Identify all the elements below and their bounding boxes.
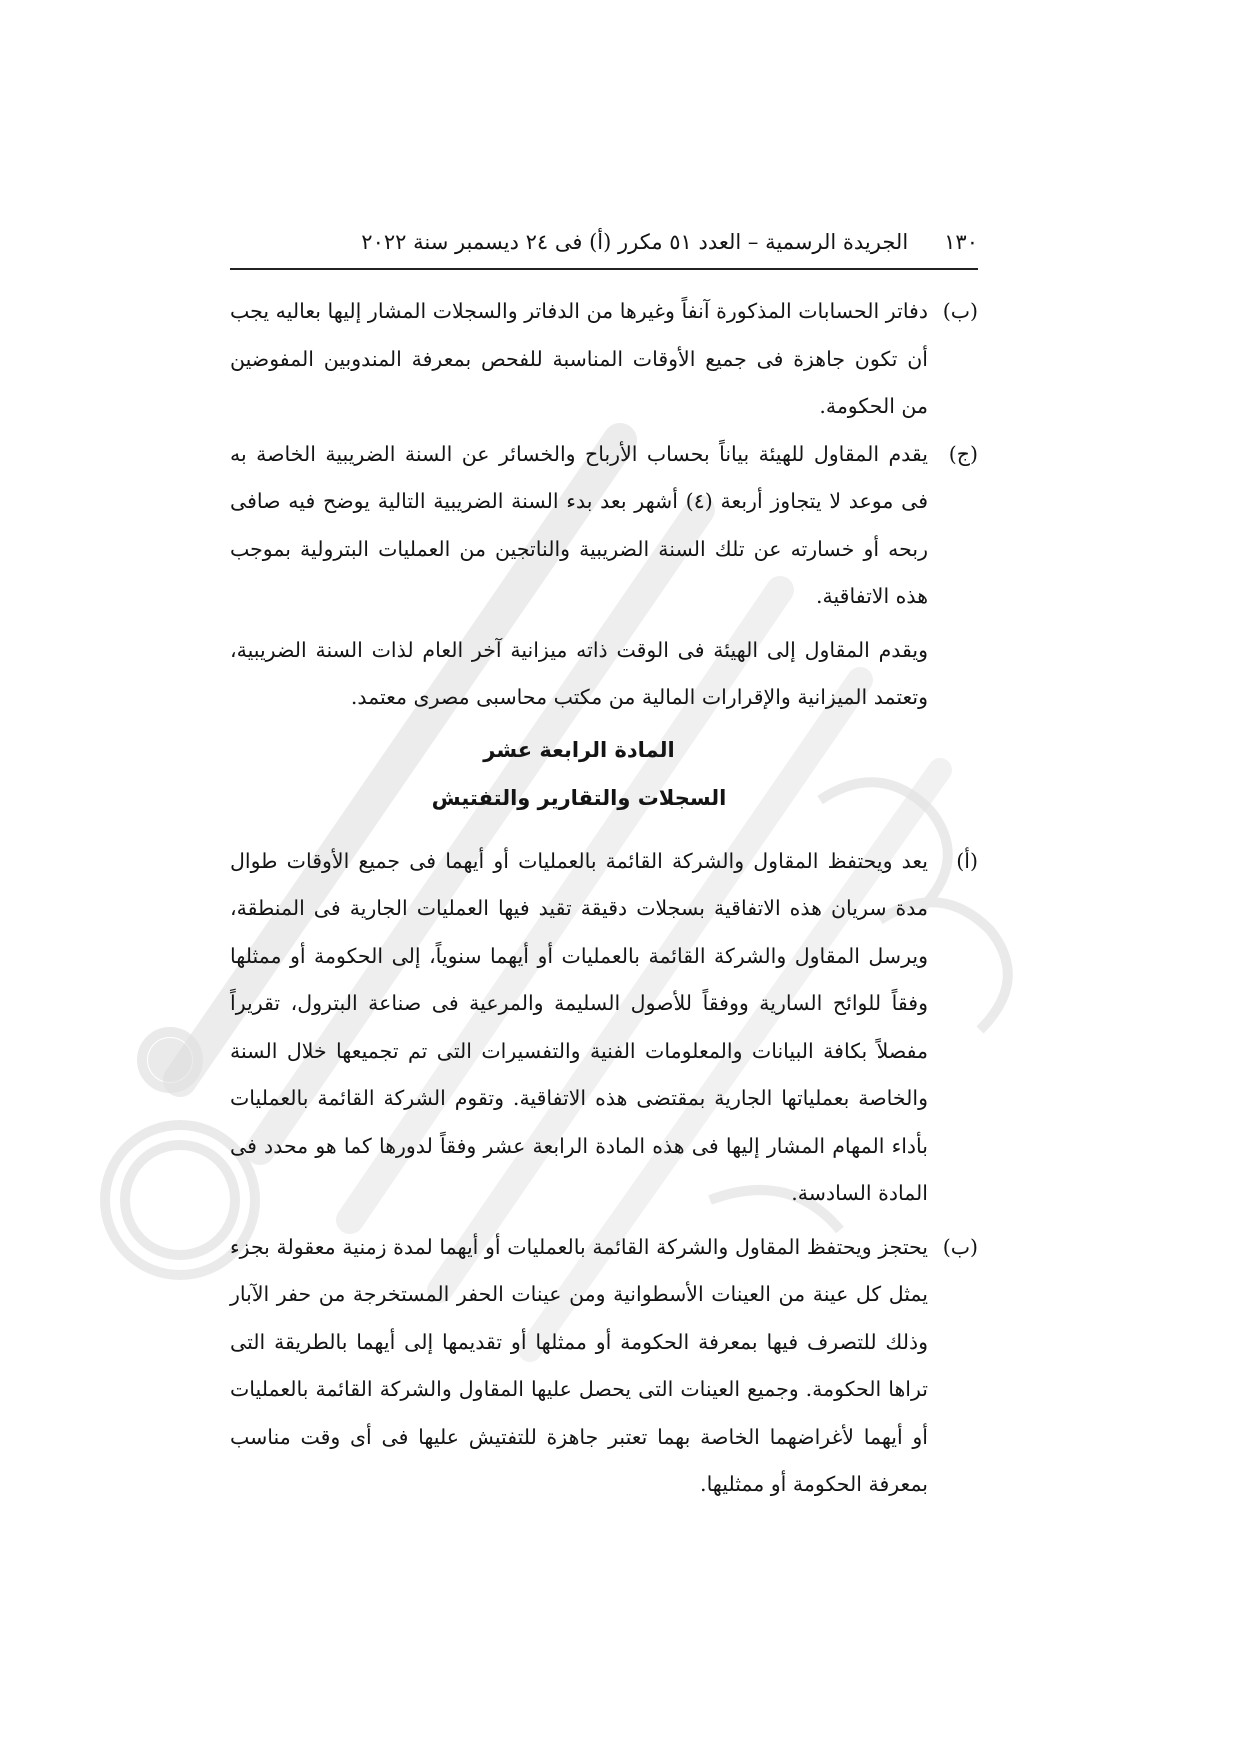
- item-text: يقدم المقاول للهيئة بياناً بحساب الأرباح والخسائر عن السنة الضريبية الخاصة به فى موعد لا يتجاوز أربعة (٤) أشهر بعد بدء السنة الضريبية التالية يوضح فيه صافى ربحه أو خسارته عن تلك السنة الضريبية والناتجين من العمليات البترولية بموجب هذه الاتفاقية.: [230, 441, 928, 608]
- item-text: يحتجز ويحتفظ المقاول والشركة القائمة بالعمليات أو أيهما لمدة زمنية معقولة بجزء يمثل كل عينة من العينات الأسطوانية ومن عينات الحفر المستخرجة من حفر الآبار وذلك للتصرف فيها بمعرفة الحكومة أو ممثلها أو تقديمها إلى أيهما بالطريقة التى تراها الحكومة. وجميع العينات التى يحصل عليها المقاول والشركة القائمة بالعمليات أو أيهما لأغراضهما الخاصة بهما تعتبر جاهزة للتفتيش عليها فى أى وقت مناسب بمعرفة الحكومة أو ممثليها.: [230, 1234, 928, 1496]
- body-paragraph: ويقدم المقاول إلى الهيئة فى الوقت ذاته ميزانية آخر العام لذات السنة الضريبية، وتعتمد الميزانية والإقرارات المالية من مكتب محاسبى مصرى معتمد.: [230, 637, 928, 709]
- list-item: [230, 1224, 978, 1509]
- item-text: دفاتر الحسابات المذكورة آنفاً وغيرها من الدفاتر والسجلات المشار إليها بعاليه يجب أن تكون جاهزة فى جميع الأوقات المناسبة للفحص بمعرفة المندوبين المفوضين من الحكومة.: [230, 299, 928, 418]
- document-page: [230, 222, 978, 1509]
- item-marker: (ب): [942, 299, 978, 323]
- item-marker: (أ): [956, 848, 978, 873]
- article-subtitle: السجلات والتقارير والتفتيش: [431, 785, 727, 810]
- article-title: المادة الرابعة عشر: [483, 737, 675, 762]
- header-divider: [230, 268, 978, 270]
- page-number: ١٣٠: [944, 230, 978, 254]
- item-marker: (ب): [942, 1234, 978, 1259]
- gazette-title: الجريدة الرسمية – العدد ٥١ مكرر (أ) فى ٢٤ ديسمبر سنة ٢٠٢٢: [361, 230, 909, 254]
- list-item: [230, 288, 978, 431]
- list-item: [230, 838, 978, 1218]
- item-text: يعد ويحتفظ المقاول والشركة القائمة بالعمليات أو أيهما فى جميع الأوقات طوال مدة سريان هذه الاتفاقية بسجلات دقيقة تقيد فيها العمليات الجارية فى المنطقة، ويرسل المقاول والشركة القائمة بالعمليات أو أيهما سنوياً، إلى الحكومة أو ممثلها وفقاً للوائح السارية ووفقاً للأصول السليمة والمرعية فى صناعة البترول، تقريراً مفصلاً بكافة البيانات والمعلومات الفنية والتفسيرات التى تم تجميعها خلال السنة والخاصة بعملياتها الجارية بمقتضى هذه الاتفاقية. وتقوم الشركة القائمة بالعمليات بأداء المهام المشار إليها فى هذه المادة الرابعة عشر وفقاً لدورها كما هو محدد فى المادة السادسة.: [230, 848, 928, 1205]
- item-marker: (ج): [948, 441, 978, 466]
- running-header: [230, 222, 978, 262]
- list-item: [230, 431, 978, 621]
